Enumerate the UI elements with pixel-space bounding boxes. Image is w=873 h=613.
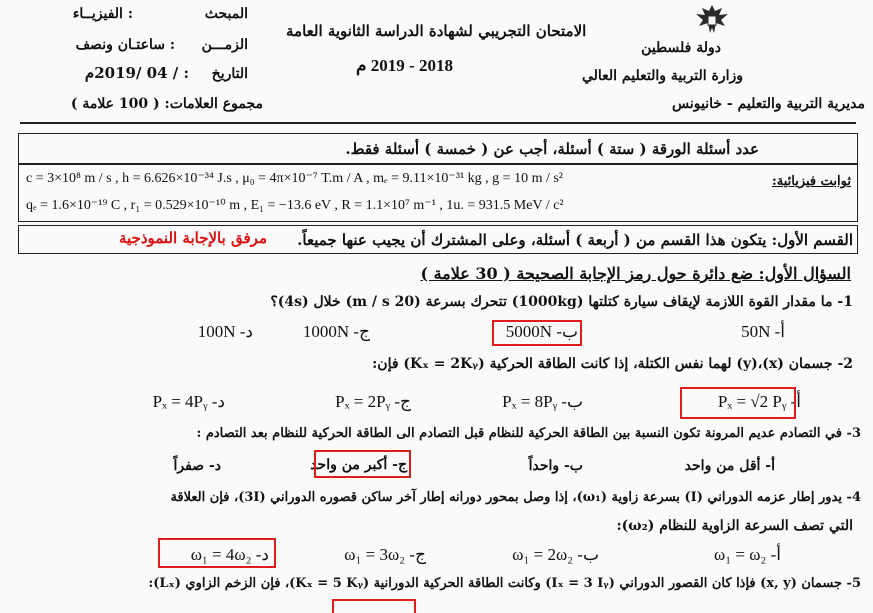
time-value: : ساعتـان ونصف [75, 37, 175, 53]
constants-line-2: qₑ = 1.6×10⁻¹⁹ C , r₁ = 0.529×10⁻¹⁰ m , E₁ = −13.6 eV , R = 1.1×10⁷ m⁻¹ , 1u. = 931.5 MeV / c² [26, 198, 564, 213]
directorate-name: مديرية التربية والتعليم - خانيونس [672, 96, 865, 112]
q1-item4-stem-line1: 4- يدور إطار عزمه الدوراني (I) بسرعة زاوية (ω₁)، إذا وصل بمحور دورانه إطار آخر ساكن قصوره الدوراني (3I)، فإن العلاقة [170, 490, 861, 505]
eagle-emblem-icon [692, 2, 732, 36]
q1-item2-stem: 2- جسمان (x)،(y) لهما نفس الكتلة، إذا كانت الطاقة الحركية (Kₓ = 2Kᵧ) فإن: [372, 356, 853, 372]
q1-item3-option-a: أ- أقل من واحد [684, 458, 775, 474]
q1-item3-option-b: ب- واحداً [528, 458, 583, 474]
answer-key-note: مرفق بالإجابة النموذجية [118, 229, 267, 247]
q1-item2-option-b: ب- Pₓ = 8Pᵧ [502, 392, 583, 411]
question-one-title: السؤال الأول: ضع دائرة حول رمز الإجابة الصحيحة ( 30 علامة ) [420, 264, 851, 283]
q1-item2-option-a: أ- Pₓ = √2 Pᵧ [717, 392, 801, 411]
subject-value: : الفيزيــاء [72, 6, 133, 22]
subject-label: المبحث [204, 6, 248, 22]
ministry-name: وزارة التربية والتعليم العالي [581, 68, 743, 84]
q1-item3-option-c: ج- أكبر من واحد [310, 457, 407, 473]
q1-item1-option-c: ج- 1000N [302, 322, 370, 341]
time-label: الزمـــن [201, 37, 248, 53]
q1-item3-option-d: د- صفراً [173, 458, 221, 474]
q1-item1-answer-highlight [492, 320, 582, 346]
q1-item5-stem: 5- جسمان (x, y) فإذا كان القصور الدوراني (Iₓ = 3 Iᵧ) وكانت الطاقة الحركية الدورانية (Kₓ = 5 Kᵧ)، فإن الزخم الزاوي (Lₓ): [148, 576, 861, 591]
q1-item4-answer-highlight [158, 538, 276, 568]
q1-item4-option-a: أ- ω₁ = ω₂ [714, 545, 781, 564]
q1-item2-option-d: د- Pₓ = 4Pᵧ [152, 392, 225, 411]
q1-item1-stem: 1- ما مقدار القوة اللازمة لإيقاف سيارة كتلتها (1000kg) تتحرك بسرعة (20 m / s) خلال (4s)؟ [270, 294, 853, 310]
q1-item1-option-d: د- 100N [197, 322, 253, 341]
q1-item3-answer-highlight [314, 450, 411, 478]
date-value: : / 04 /2019م [84, 64, 189, 82]
constants-line-1: c = 3×10⁸ m / s , h = 6.626×10⁻³⁴ J.s , μ₀ = 4π×10⁻⁷ T.m / A , mₑ = 9.11×10⁻³¹ kg , g = 10 m / s² [26, 171, 563, 186]
q1-item4-option-d: د- ω₁ = 4ω₂ [190, 545, 269, 564]
q1-item1-option-a: أ- 50N [741, 322, 785, 341]
constants-label: ثوابت فيزيائية: [771, 174, 851, 189]
section-one-text: القسم الأول: يتكون هذا القسم من ( أربعة ) أسئلة، وعلى المشترك أن يجيب عنها جميعاً. [297, 231, 853, 249]
exam-year: 2018 - 2019 م [356, 56, 453, 75]
date-label: التاريخ [211, 66, 248, 82]
state-name: دولة فلسطين [641, 40, 721, 56]
exam-title: الامتحان التجريبي لشهادة الدراسة الثانوية العامة [286, 22, 587, 40]
q1-item4-option-c: ج- ω₁ = 3ω₂ [344, 545, 426, 564]
total-marks: مجموع العلامات: ( 100 علامة ) [70, 96, 263, 112]
q1-item5-answer-highlight [332, 599, 416, 613]
constants-box-divider [18, 163, 858, 165]
header-divider [20, 122, 856, 124]
q1-item3-stem: 3- في التصادم عديم المرونة تكون النسبة بين الطاقة الحركية للنظام قبل التصادم الى الطاقة الحركية للنظام بعد التصادم : [196, 426, 861, 441]
q1-item2-option-c: ج- Pₓ = 2Pᵧ [335, 392, 411, 411]
q1-item1-option-b: ب- 5000N [505, 322, 578, 341]
questions-note: عدد أسئلة الورقة ( ستة ) أسئلة، أجب عن ( خمسة ) أسئلة فقط. [345, 140, 759, 158]
q1-item4-stem-line2: التي تصف السرعة الزاوية للنظام (ω₂): [616, 518, 853, 534]
q1-item2-answer-highlight [680, 387, 796, 419]
q1-item4-option-b: ب- ω₁ = 2ω₂ [512, 545, 599, 564]
